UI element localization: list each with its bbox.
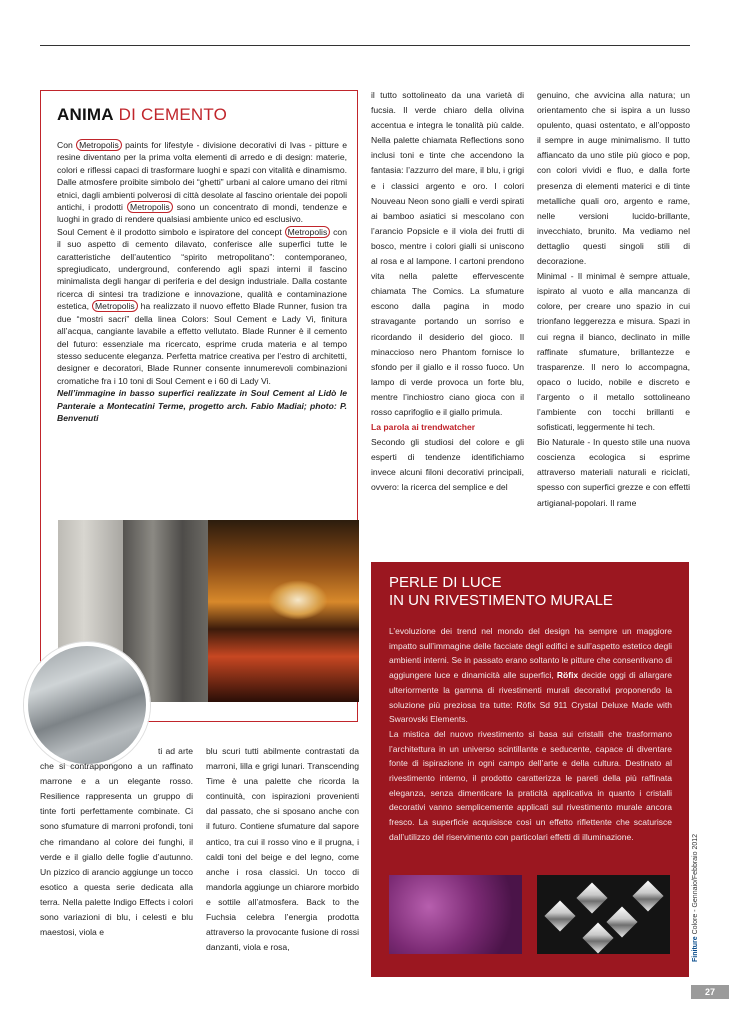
text-fragment: sono un concentrato di mondi, tendenze e luoghi in grado di rendere qualsiasi ambiente unico ed esclusivo. [57, 202, 347, 225]
top-rule [40, 45, 690, 46]
crystal-surface-image [389, 875, 522, 954]
highlight-metropolis: Metropolis [76, 139, 122, 151]
column-paragraph: Bio Naturale - In questo stile una nuova coscienza ecologica si esprime attraverso materiali naturali e riciclati, spesso con superfici grezze e con effetti artigianal-popolari. Il rame [537, 437, 690, 508]
title-part-b: DI CEMENTO [113, 105, 228, 124]
column-1 [40, 744, 193, 940]
box-paragraph-2: La mistica del nuovo rivestimento si basa sui cristalli che trasformano l’architettura in un universo scintillante e seducente, capace di diventare fonte di ispirazione in ogni campo dell’arte e della cultura. Destinato al rivestimento interno, il prodotto caratterizza le pareti della più raffinata eleganza, senza dimenticare la praticità applicativa in quanto i cristalli decorativi vanno semplicemente applicati sul rivestimento murale ancora fresco. La superficie acquisisce così un effetto riflettente che scaturisce dall’utilizzo del riservimento con particolari effetti di illuminazione. [389, 728, 672, 842]
column-paragraph: Minimal - Il minimal è sempre attuale, ispirato al vuoto e alla mancanza di colore, per creare uno spazio in cui trionfano leggerezza e misura. Spazi in cui regna il bianco, declinato in mille raffinate sfumature, brillantezze e trasparenze. Il nero lo accompagna, opaco o lucido, nobile e discreto e l’argento o il metallo sottolineano l’ambiente con tocchi brillanti e sofisticati, leggermente hi tech. [537, 271, 690, 433]
article-title [57, 105, 227, 125]
crystals-image [537, 875, 670, 954]
highlight-metropolis: Metropolis [92, 300, 138, 312]
title-part-a: ANIMA [57, 105, 114, 124]
text-fragment: ha realizzato il nuovo effetto Blade Runner, fusion tra due “mostri sacri” della linea Colors: Soul Cement e Lady Vi, finitura all’acqua, cangiante lavabile a effetto vellutato. Blade Runner è il cemento del futuro: essenziale ma ricercato, esprime cruda materia e al tempo stesso seducente eleganza. Perfetta matrice creativa per l’estro di architetti, designer e decoratori, Blade Runner consente innumerevoli combinazioni cromatiche fra i 10 toni di Soul Cement e i 60 di Lady Vi. [57, 301, 347, 386]
gem-shape [632, 880, 663, 911]
sidebar-perle-di-luce [371, 562, 689, 977]
image-caption: Nell’immagine in basso superfici realizzate in Soul Cement al Lidò le Panteraie a Montecatini Terme, progetto arch. Fabio Madiai; photo: P. Benvenuti [57, 388, 347, 423]
page-number: 27 [691, 985, 729, 999]
gem-shape [606, 906, 637, 937]
gem-shape [582, 922, 613, 953]
column-paragraph: il tutto sottolineato da una varietà di fucsia. Il verde chiaro della olivina accentua e integra le tonalità più calde. Nella palette chiamata Reflections sono inclusi toni e tinte che accendono la fantasia: l’azzurro del mare, il blu, i grigi e i classici argento e oro. I colori Nouveau Neon sono gialli e verdi spirati ai bamboo asiatici si mescolano con l’arancio Popsicle e il viola dei frutti di bosco, mentre i colori gialli si uniscono al rosa e al lampone. I cartoni prendono vita nella palette effervescente chiamata The Comics. La sfumature escono dalla pagina in modo stravagante portando un sorriso e ricordando il desiderio del gioco. Il minaccioso nero Phantom fornisce lo sfondo per il giallo e il rosso fuoco. Un lampo di verde provoca un forte blu, mentre l’inchiostro ciano gioca con il rosso caprifoglio e il giallo primula. [371, 90, 524, 417]
gem-shape [544, 900, 575, 931]
paragraph-2 [57, 226, 347, 387]
text-fragment: decide oggi di allargare ulteriormente la gamma di rivestimenti murali decorativi proponendo la soluzione più preziosa tra tutte: Röfix Sd 911 Crystal Deluxe Made with Swarovski Elements. [389, 670, 672, 725]
gem-shape [576, 882, 607, 913]
column-3 [371, 88, 524, 496]
article-body [57, 139, 347, 424]
column-2 [206, 744, 359, 955]
highlight-metropolis: Metropolis [285, 226, 331, 238]
text-fragment: Con [57, 140, 77, 150]
paragraph-1 [57, 139, 347, 226]
box-body [389, 624, 672, 845]
column-4 [537, 88, 690, 511]
subheading-trendwatcher: La parola ai trendwatcher [371, 422, 476, 433]
box-paragraph-1 [389, 624, 672, 727]
text-fragment: paints for lifestyle - divisione decorativi di Ivas - pitture e resine diventano per la prima volta elementi di arredo e di design: materie, colori e riflessi capaci di trasformare luoghi e spazi con vitalità e dinamismo. Dalle atmosfere proibite simbolo dei “ghetti” urbani al calore umano dei ritmi etnici, dagli ambienti polverosi di città desolate al fascino orientale dei popoli antichi, i prodotti [57, 140, 347, 213]
side-running-footer [692, 834, 699, 962]
highlight-metropolis: Metropolis [127, 201, 173, 213]
column-paragraph: genuino, che avvicina alla natura; un orientamento che si ispira a un lusso opulento, quasi ostentato, e all’opposto il sempre in auge minimalismo. Il tutto affiancato da uno stile più gioco e pop, con colori vividi e fluo, e dalla forte presenza di elementi materici e di tinte metalliche quali oro, argento e rame, nelle versioni lucido-brillante, invecchiato, brunito. Ma vediamo nel dettaglio questi singoli stili di decorazione. [537, 90, 690, 267]
column-paragraph: blu scuri tutti abilmente contrastati da marroni, lilla e grigi lunari. Transcending Time è una palette che ricorda la continuità, con ispirazioni provenienti dal passato, che si sposano anche con il futuro. Contiene sfumature dal sapore antico, tra cui il rosso vino e il prugna, i caldi toni del beige e del legno, come anche i rosa classici. Un tocco di mandorla aggiunge un chiarore morbido e sottile all’atmosfera. Back to the Fuchsia celebra l’energia prodotta attraverso la provocante fusione di rossi danzanti, viola e rosa, [206, 746, 359, 953]
photo-light [268, 580, 328, 620]
brand-rofix: Röfix [556, 670, 579, 681]
text-fragment: L’evoluzione dei trend nel mondo del design ha sempre un maggiore impatto sull’immagine delle facciate degli edifici e sull’aspetto estetico degli ambienti interni. Se in passato erano soltanto le pitture che consentivano di aggiungere luce e dinamicità alle superfici, [389, 626, 672, 681]
box-title-line-1: PERLE DI LUCE [389, 574, 502, 591]
magazine-brand: Finiture [692, 936, 699, 962]
box-title-line-2: IN UN RIVESTIMENTO MURALE [389, 592, 613, 609]
column-paragraph: ti ad arte che si contrappongono a un raffinato marrone e a un elegante rosso. Resilience rappresenta un gruppo di tinte forti perfettamente combinate. Ci sono sfumature di marroni profondi, toni che rimandano al colore dei funghi, il verde e il giallo delle foglie d’autunno. Un pizzico di arancio aggiunge un tocco esotico a questa serie dedicata alla terra. Nella palette Indigo Effects i colori sono variazioni di blu, i celesti e blu maestosi, viola e [40, 746, 193, 938]
text-fragment: con il suo aspetto di cemento dilavato, conferisce alle superfici tutte le caratteristiche dell’autentico “spirito metropolitano”: contemporaneo, spregiudicato, underground, conferendo agli spazi interni il fascino minimalista degli hangar di periferia e del design industriale. Dalla costante ricerca di sintesi tra tradizione e innovazione, qualità e contaminazione estetica, [57, 226, 347, 312]
issue-label: Colore - Gennaio/Febbraio 2012 [692, 833, 699, 935]
text-fragment: Soul Cement è il prodotto simbolo e ispiratore del concept [57, 226, 285, 237]
column-paragraph: Secondo gli studiosi del colore e gli esperti di tendenze identifichiamo invece alcuni filoni decorativi principali, ovvero: la ricerca del semplice e del [371, 437, 524, 493]
